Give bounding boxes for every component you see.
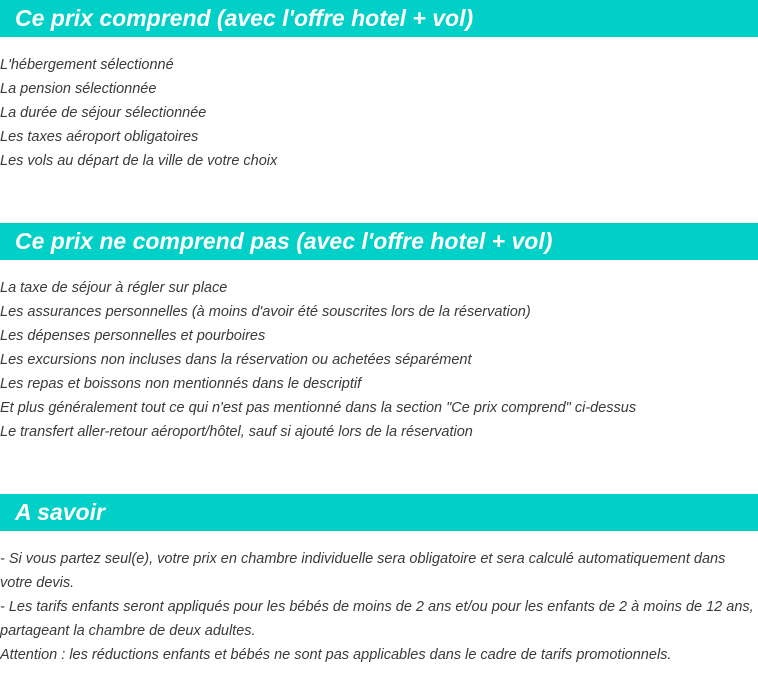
section-excluded	[0, 223, 758, 444]
section-info	[0, 494, 758, 667]
list-item: Les taxes aéroport obligatoires	[0, 129, 199, 145]
list-item: Le transfert aller-retour aéroport/hôtel, sauf si ajouté lors de la réservation	[0, 424, 473, 440]
section-title-included: Ce prix comprend (avec l'offre hotel + vol)	[0, 0, 758, 37]
included-list	[0, 53, 758, 173]
section-included	[0, 0, 758, 173]
list-item: Les vols au départ de la ville de votre choix	[0, 153, 278, 169]
list-item: La pension sélectionnée	[0, 81, 157, 97]
list-item: L'hébergement sélectionné	[0, 57, 174, 73]
info-paragraph: Attention : les réductions enfants et bébés ne sont pas applicables dans le cadre de tarifs promotionnels.	[0, 647, 672, 663]
list-item: Les excursions non incluses dans la réservation ou achetées séparément	[0, 352, 472, 368]
list-item: Et plus généralement tout ce qui n'est pas mentionné dans la section "Ce prix comprend" ci-dessus	[0, 400, 637, 416]
section-title-info: A savoir	[0, 494, 758, 531]
list-item: La taxe de séjour à régler sur place	[0, 280, 228, 296]
list-item: La durée de séjour sélectionnée	[0, 105, 207, 121]
list-item: Les repas et boissons non mentionnés dans le descriptif	[0, 376, 362, 392]
excluded-list	[0, 276, 758, 444]
section-title-excluded: Ce prix ne comprend pas (avec l'offre hotel + vol)	[0, 223, 758, 260]
info-paragraph: - Si vous partez seul(e), votre prix en chambre individuelle sera obligatoire et sera calculé automatiquement dans votre devis.	[0, 551, 726, 591]
info-paragraph: - Les tarifs enfants seront appliqués pour les bébés de moins de 2 ans et/ou pour les enfants de 2 à moins de 12 ans, partageant la chambre de deux adultes.	[0, 599, 754, 639]
info-body	[0, 547, 758, 667]
list-item: Les assurances personnelles (à moins d'avoir été souscrites lors de la réservation)	[0, 304, 531, 320]
list-item: Les dépenses personnelles et pourboires	[0, 328, 266, 344]
